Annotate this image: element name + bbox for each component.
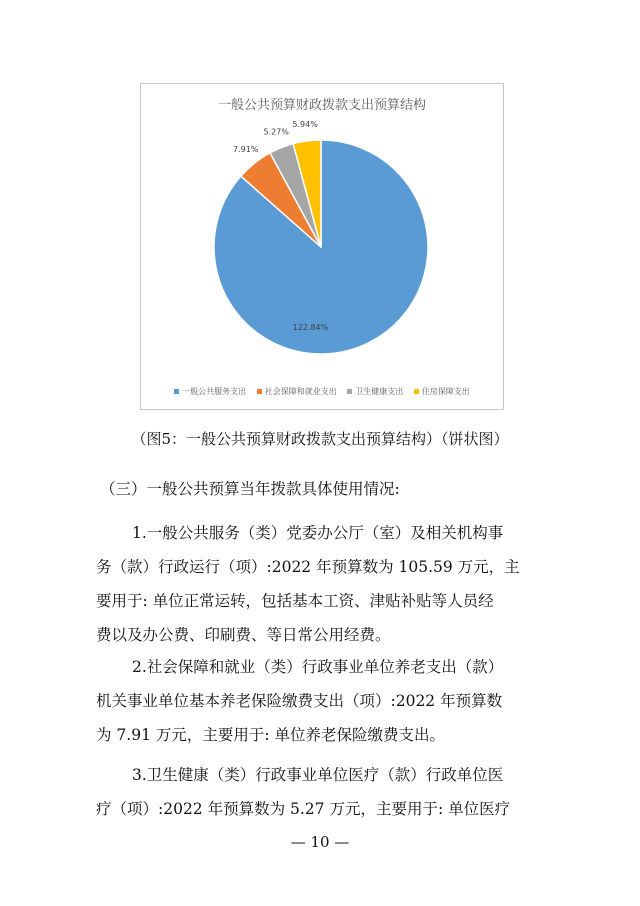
legend-item-housing — [414, 386, 470, 397]
legend-item-health — [347, 386, 403, 397]
paragraph-line: 1.一般公共服务（类）党委办公厅（室）及相关机构事 — [132, 524, 504, 542]
paragraph-line: 3.卫生健康（类）行政事业单位医疗（款）行政单位医 — [132, 766, 504, 784]
figure-caption: （图5：一般公共预算财政拨款支出预算结构）（饼状图） — [131, 430, 509, 448]
pie-chart — [140, 83, 504, 410]
paragraph-3 — [96, 758, 541, 826]
data-label-housing: 5.94% — [292, 120, 318, 130]
data-label-social-security: 7.91% — [233, 145, 259, 155]
legend-label: 卫生健康支出 — [355, 387, 404, 396]
legend-item-general-services — [174, 386, 246, 397]
chart-title: 一般公共预算财政拨款支出预算结构 — [217, 98, 426, 113]
chart-legend — [141, 386, 503, 397]
paragraph-2 — [96, 650, 541, 752]
legend-label: 社会保障和就业支出 — [264, 387, 337, 396]
paragraph-line: 疗（项）:2022 年预算数为 5.27 万元，主要用于: 单位医疗 — [96, 800, 511, 818]
section-heading: （三）一般公共预算当年拨款具体使用情况: — [100, 480, 400, 498]
page-number: — 10 — — [290, 833, 350, 851]
legend-item-social-security — [257, 386, 337, 397]
legend-swatch-health — [347, 389, 352, 394]
paragraph-line: 务（款）行政运行（项）:2022 年预算数为 105.59 万元，主 — [96, 558, 520, 576]
paragraph-1 — [96, 516, 541, 652]
legend-label: 住房保障支出 — [421, 387, 470, 396]
paragraph-line: 费以及办公费、印刷费、等日常公用经费。 — [96, 626, 391, 644]
paragraph-line: 要用于: 单位正常运转，包括基本工资、津贴补贴等人员经 — [96, 592, 494, 610]
legend-label: 一般公共服务支出 — [182, 387, 247, 396]
paragraph-line: 2.社会保障和就业（类）行政事业单位养老支出（款） — [132, 658, 504, 676]
paragraph-line: 机关事业单位基本养老保险缴费支出（项）:2022 年预算数 — [96, 692, 503, 710]
data-label-health: 5.27% — [263, 127, 289, 137]
paragraph-line: 为 7.91 万元，主要用于: 单位养老保险缴费支出。 — [96, 726, 446, 744]
legend-swatch-social-security — [257, 389, 262, 394]
pie-chart-canvas — [141, 84, 503, 384]
data-label-general-services: 122.84% — [292, 322, 329, 332]
legend-swatch-housing — [414, 389, 419, 394]
legend-swatch-general-services — [174, 389, 179, 394]
